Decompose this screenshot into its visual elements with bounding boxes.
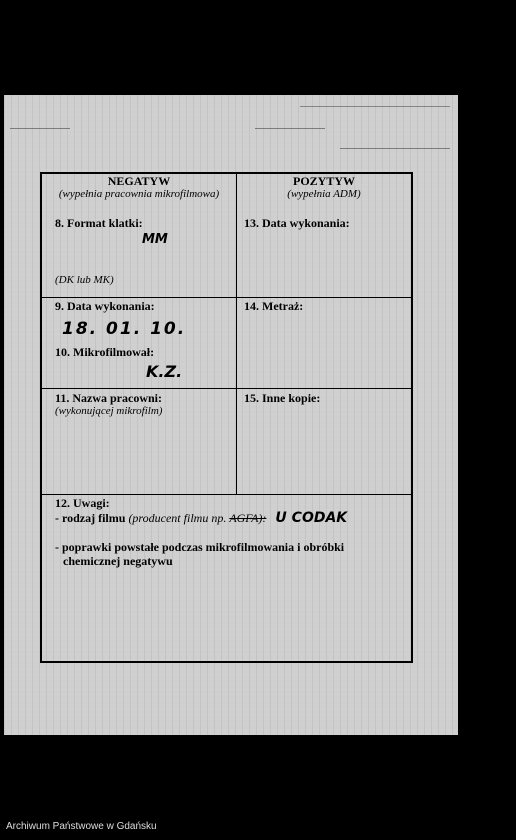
negatyw-title: NEGATYW <box>107 174 171 188</box>
metraz-label: 14. Metraż: <box>244 299 304 313</box>
scan-scratch <box>255 128 325 129</box>
row-divider <box>42 494 411 495</box>
rodzaj-filmu-label: - rodzaj filmu <box>55 511 126 525</box>
rodzaj-filmu-line <box>55 510 347 526</box>
nazwa-pracowni-hint: (wykonującej mikrofilm) <box>55 405 163 417</box>
poprawki-line-1: - poprawki powstałe podczas mikrofilmowania i obróbki <box>55 540 345 554</box>
archive-footer: Archiwum Państwowe w Gdańsku <box>6 821 157 832</box>
data-wykonania-13-label: 13. Data wykonania: <box>244 216 350 230</box>
data-wykonania-9-label: 9. Data wykonania: <box>55 299 155 313</box>
row-divider <box>42 388 411 389</box>
microfilm-form <box>40 172 413 663</box>
inne-kopie-label: 15. Inne kopie: <box>244 391 321 405</box>
scan-scratch <box>300 106 450 107</box>
format-klatki-value: MM <box>142 232 168 247</box>
format-klatki-label: 8. Format klatki: <box>55 216 143 230</box>
format-klatki-hint: (DK lub MK) <box>55 274 114 286</box>
rodzaj-filmu-hint: (producent filmu np. <box>128 511 227 525</box>
uwagi-label: 12. Uwagi: <box>55 496 110 510</box>
column-divider <box>236 174 237 494</box>
nazwa-pracowni-label: 11. Nazwa pracowni: <box>55 391 162 405</box>
mikrofilmowal-label: 10. Mikrofilmował: <box>55 345 155 359</box>
scan-scratch <box>10 128 70 129</box>
poprawki-line-2: chemicznej negatywu <box>63 554 173 568</box>
pozytyw-subtitle: (wypełnia ADM) <box>287 188 361 200</box>
scan-scratch <box>340 148 450 149</box>
negatyw-subtitle: (wypełnia pracownia mikrofilmowa) <box>58 188 220 200</box>
mikrofilmowal-value: K.Z. <box>146 362 183 381</box>
rodzaj-filmu-struck: AGFA): <box>229 511 267 525</box>
pozytyw-title: POZYTYW <box>292 174 355 188</box>
data-wykonania-9-value: 18. 01. 10. <box>62 319 187 339</box>
rodzaj-filmu-value: U CODAK <box>275 510 348 526</box>
row-divider <box>42 297 411 298</box>
